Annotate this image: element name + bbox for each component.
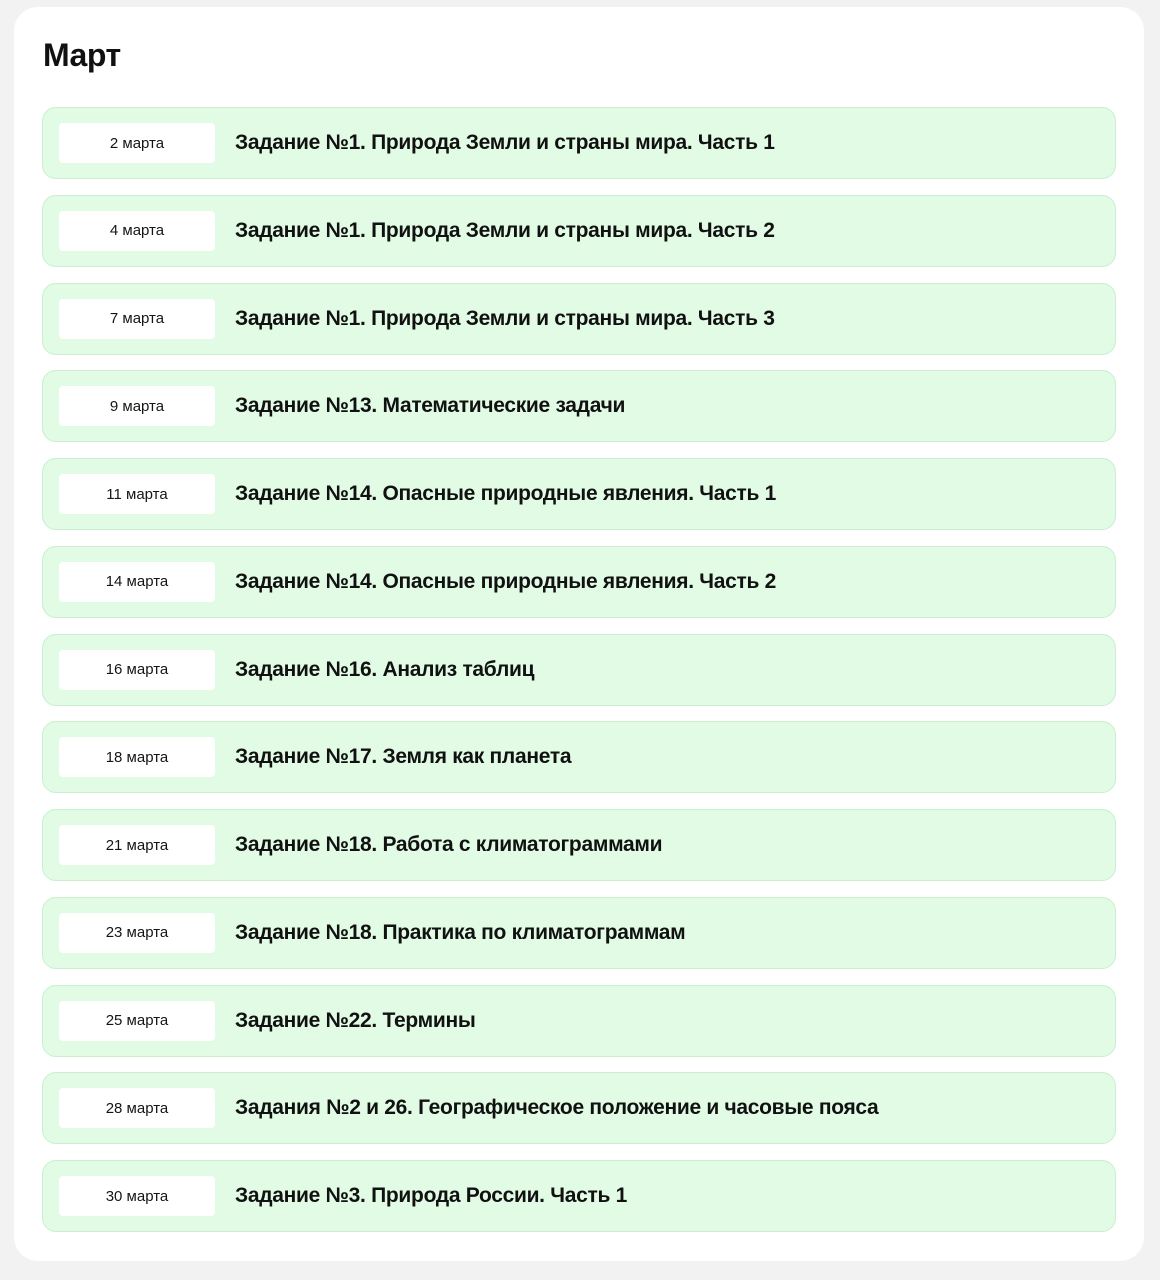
schedule-item[interactable] — [42, 634, 1116, 706]
task-title: Задание №1. Природа Земли и страны мира. Часть 2 — [235, 218, 775, 242]
schedule-item[interactable] — [42, 1072, 1116, 1144]
task-title: Задание №13. Математические задачи — [235, 394, 626, 418]
task-title: Задание №14. Опасные природные явления. Часть 1 — [235, 482, 777, 505]
task-title: Задание №1. Природа Земли и страны мира. Часть 1 — [235, 131, 775, 154]
date-badge: 21 марта — [59, 825, 215, 865]
schedule-item[interactable] — [42, 283, 1116, 355]
date-badge: 28 марта — [59, 1088, 215, 1128]
date-badge: 18 марта — [59, 737, 215, 777]
date-badge: 23 марта — [59, 913, 215, 953]
month-title: Март — [43, 37, 121, 73]
task-title: Задание №3. Природа России. Часть 1 — [235, 1184, 627, 1207]
date-badge: 9 марта — [59, 386, 215, 426]
task-title: Задание №14. Опасные природные явления. Часть 2 — [235, 569, 777, 593]
schedule-item[interactable] — [42, 546, 1116, 618]
task-title: Задание №16. Анализ таблиц — [235, 657, 535, 681]
schedule-item[interactable] — [42, 897, 1116, 969]
task-title: Задания №2 и 26. Географическое положение и часовые пояса — [235, 1096, 879, 1120]
schedule-item[interactable] — [42, 1160, 1116, 1232]
schedule-list — [42, 107, 1116, 1248]
schedule-item[interactable] — [42, 107, 1116, 179]
schedule-item[interactable] — [42, 721, 1116, 793]
date-badge: 2 марта — [59, 123, 215, 163]
date-badge: 16 марта — [59, 650, 215, 690]
date-badge: 11 марта — [59, 474, 215, 514]
date-badge: 30 марта — [59, 1176, 215, 1216]
task-title: Задание №17. Земля как планета — [235, 745, 572, 769]
date-badge: 7 марта — [59, 299, 215, 339]
schedule-item[interactable] — [42, 195, 1116, 267]
task-title: Задание №18. Практика по климатограммам — [235, 920, 686, 944]
schedule-card — [14, 7, 1144, 1261]
schedule-item[interactable] — [42, 985, 1116, 1057]
schedule-item[interactable] — [42, 809, 1116, 881]
date-badge: 14 марта — [59, 562, 215, 602]
task-title: Задание №18. Работа с климатограммами — [235, 833, 663, 856]
task-title: Задание №1. Природа Земли и страны мира. Часть 3 — [235, 306, 775, 330]
task-title: Задание №22. Термины — [235, 1008, 476, 1032]
schedule-item[interactable] — [42, 370, 1116, 442]
date-badge: 4 марта — [59, 211, 215, 251]
date-badge: 25 марта — [59, 1001, 215, 1041]
schedule-item[interactable] — [42, 458, 1116, 530]
